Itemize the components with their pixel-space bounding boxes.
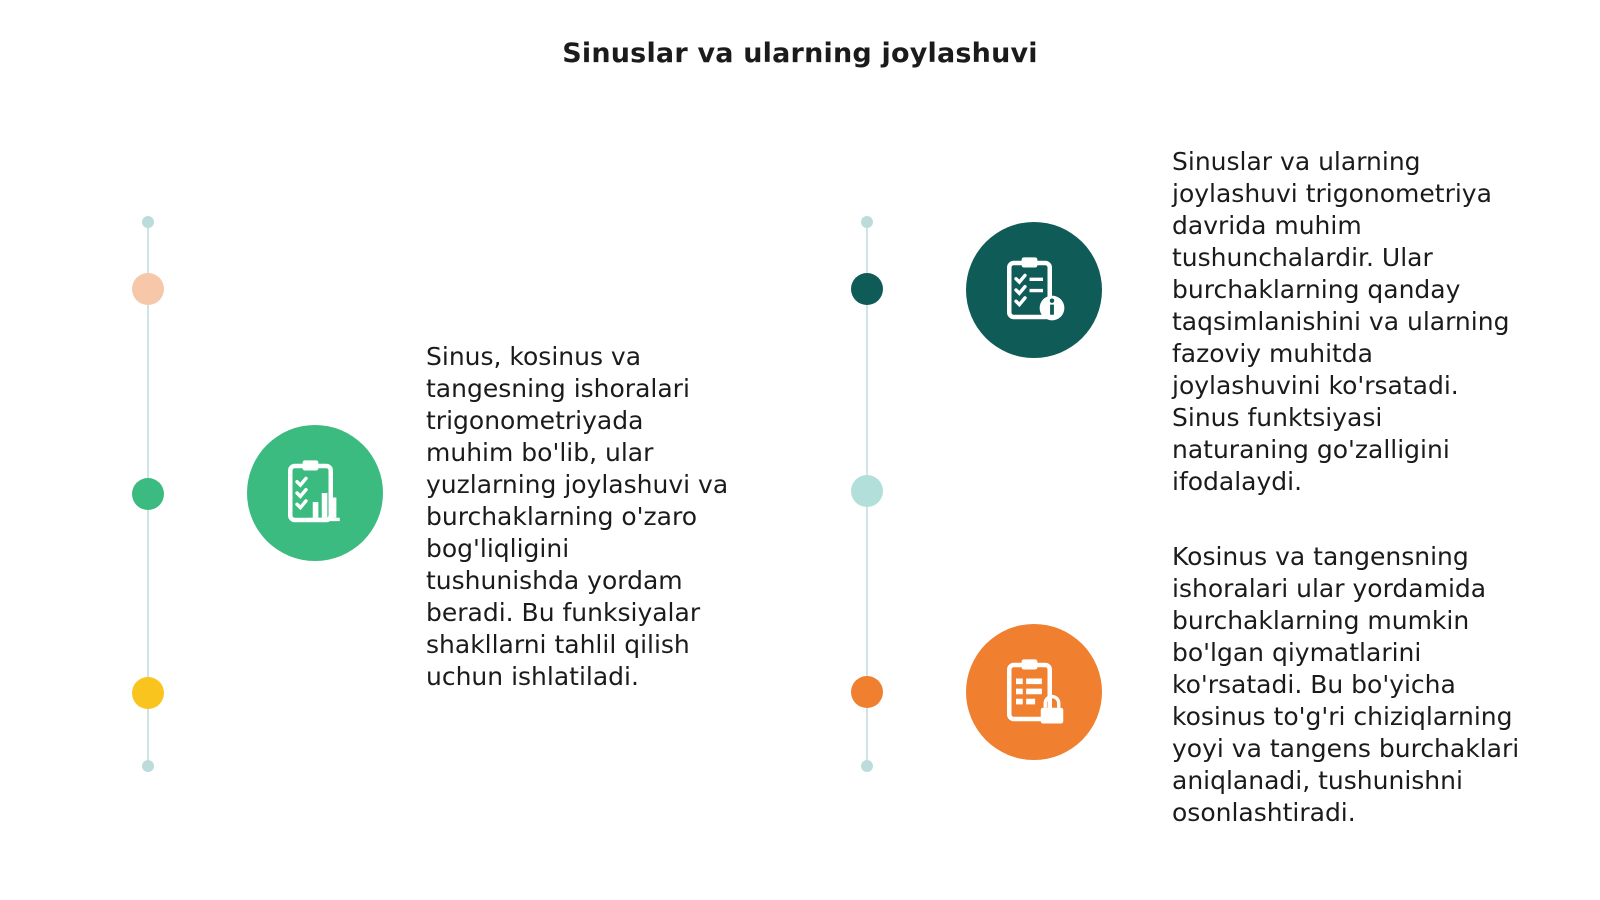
left-timeline-top-end <box>142 216 154 228</box>
item-3-text: Kosinus va tangensning ishoralari ular yordamida burchaklarning mumkin bo'lgan qiymatlarini ko'rsatadi. Bu bo'yicha kosinus to'g'ri chiziqlarning yoyi va tangens burchaklari aniqlanadi, tushunishni osonlashtiradi. <box>1172 542 1520 827</box>
item-2-icon-circle <box>966 222 1102 358</box>
clipboard-lock-icon <box>998 656 1070 728</box>
right-timeline-node-orange <box>851 676 883 708</box>
item-1-icon-circle <box>247 425 383 561</box>
left-timeline-bottom-end <box>142 760 154 772</box>
right-timeline-top-end <box>861 216 873 228</box>
clipboard-info-icon <box>998 254 1070 326</box>
item-1-text: Sinus, kosinus va tangesning ishoralari trigonometriyada muhim bo'lib, ular yuzlarning joylashuvi va burchaklarning o'zaro bog'liqligini tushunishda yordam beradi. Bu funksiyalar shakllarni tahlil qilish uchun ishlatiladi. <box>426 342 729 691</box>
left-timeline-node-green <box>132 478 164 510</box>
left-timeline-node-yellow <box>132 677 164 709</box>
item-2-text: Sinuslar va ularning joylashuvi trigonometriya davrida muhim tushunchalardir. Ular burchaklarning qanday taqsimlanishini va ularning fazoviy muhitda joylashuvini ko'rsatadi. Sinus funktsiyasi naturaning go'zalligini ifodalaydi. <box>1172 147 1510 496</box>
item-3-icon-circle <box>966 624 1102 760</box>
left-timeline-node-peach <box>132 273 164 305</box>
clipboard-chart-icon <box>279 457 351 529</box>
page-title: Sinuslar va ularning joylashuvi <box>562 38 1038 69</box>
right-timeline-node-dark-teal <box>851 273 883 305</box>
right-timeline-bottom-end <box>861 760 873 772</box>
right-timeline-node-light-teal <box>851 475 883 507</box>
